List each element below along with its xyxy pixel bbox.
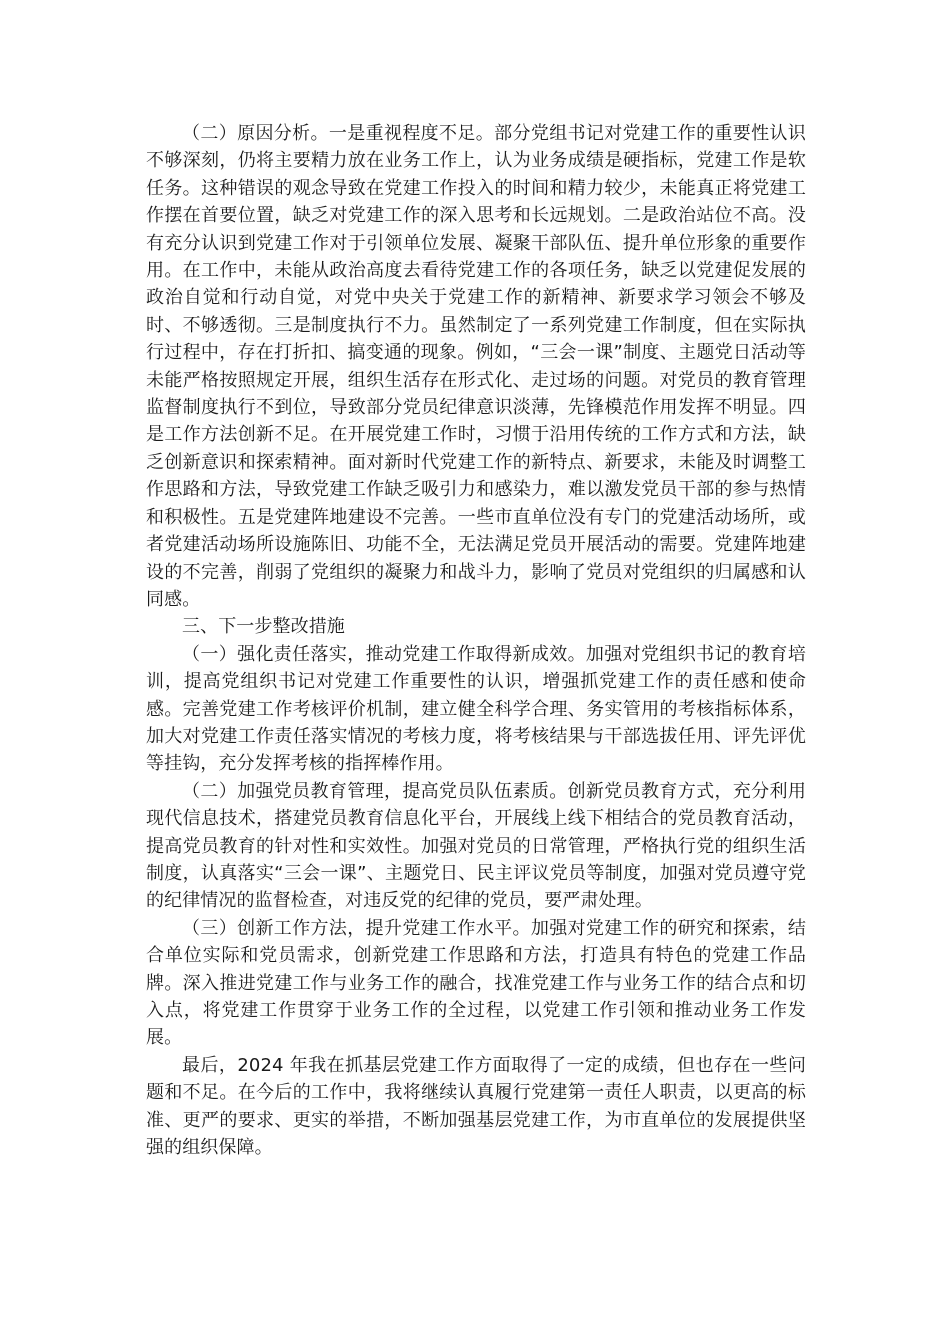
paragraph-conclusion: 最后，2024 年我在抓基层党建工作方面取得了一定的成绩，但也存在一些问题和不足。在今后的工作中，我将继续认真履行党建第一责任人职责，以更高的标准、更严的要求、更实的举措，不断加强基层党建工作，为市直单位的发展提供坚强的组织保障。 — [146, 1054, 806, 1159]
document-page — [146, 120, 806, 1161]
paragraph-measure-3: （三）创新工作方法，提升党建工作水平。加强对党建工作的研究和探索，结合单位实际和党员需求，创新党建工作思路和方法，打造具有特色的党建工作品牌。深入推进党建工作与业务工作的融合，找准党建工作与业务工作的结合点和切入点，将党建工作贯穿于业务工作的全过程，以党建工作引领和推动业务工作发展。 — [146, 917, 806, 1049]
section-heading-next-steps: 三、下一步整改措施 — [182, 616, 345, 638]
paragraph-measure-2: （二）加强党员教育管理，提高党员队伍素质。创新党员教育方式，充分利用现代信息技术，搭建党员教育信息化平台，开展线上线下相结合的党员教育活动，提高党员教育的针对性和实效性。加强对党员的日常管理，严格执行党的组织生活制度，认真落实“三会一课”、主题党日、民主评议党员等制度，加强对党员遵守党的纪律情况的监督检查，对违反党的纪律的党员，要严肃处理。 — [146, 780, 806, 912]
paragraph-cause-analysis: （二）原因分析。一是重视程度不足。部分党组书记对党建工作的重要性认识不够深刻，仍将主要精力放在业务工作上，认为业务成绩是硬指标，党建工作是软任务。这种错误的观念导致在党建工作投入的时间和精力较少，未能真正将党建工作摆在首要位置，缺乏对党建工作的深入思考和长远规划。二是政治站位不高。没有充分认识到党建工作对于引领单位发展、凝聚干部队伍、提升单位形象的重要作用。在工作中，未能从政治高度去看待党建工作的各项任务，缺乏以党建促发展的政治自觉和行动自觉，对党中央关于党建工作的新精神、新要求学习领会不够及时、不够透彻。三是制度执行不力。虽然制定了一系列党建工作制度，但在实际执行过程中，存在打折扣、搞变通的现象。例如，“三会一课”制度、主题党日活动等未能严格按照规定开展，组织生活存在形式化、走过场的问题。对党员的教育管理监督制度执行不到位，导致部分党员纪律意识淡薄，先锋模范作用发挥不明显。四是工作方法创新不足。在开展党建工作时，习惯于沿用传统的工作方式和方法，缺乏创新意识和探索精神。面对新时代党建工作的新特点、新要求，未能及时调整工作思路和方法，导致党建工作缺乏吸引力和感染力，难以激发党员干部的参与热情和积极性。五是党建阵地建设不完善。一些市直单位没有专门的党建活动场所，或者党建活动场所设施陈旧、功能不全，无法满足党员开展活动的需要。党建阵地建设的不完善，削弱了党组织的凝聚力和战斗力，影响了党员对党组织的归属感和认同感。 — [146, 123, 806, 610]
paragraph-measure-1: （一）强化责任落实，推动党建工作取得新成效。加强对党组织书记的教育培训，提高党组织书记对党建工作重要性的认识，增强抓党建工作的责任感和使命感。完善党建工作考核评价机制，建立健全科学合理、务实管用的考核指标体系，加大对党建工作责任落实情况的考核力度，将考核结果与干部选拔任用、评先评优等挂钩，充分发挥考核的指挥棒作用。 — [146, 643, 806, 775]
